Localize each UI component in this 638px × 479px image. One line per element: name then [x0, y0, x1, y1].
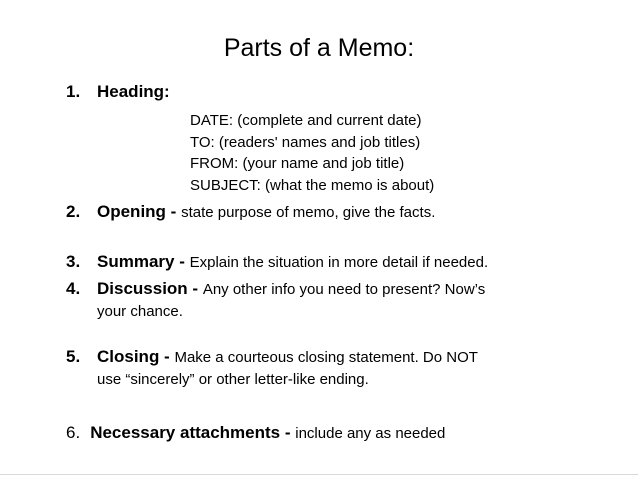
bottom-divider [0, 474, 638, 475]
item-number: 2. [66, 202, 81, 221]
item-label: Summary - [97, 252, 185, 271]
item-text: Explain the situation in more detail if needed. [189, 254, 489, 271]
slide-title: Parts of a Memo: [223, 34, 415, 62]
list-item-closing [66, 345, 478, 391]
item-label: Discussion - [97, 279, 199, 298]
item-continuation: your chance. [97, 303, 183, 320]
heading-detail-from: FROM: (your name and job title) [190, 155, 405, 172]
list-item-discussion [66, 277, 485, 323]
heading-detail-subject: SUBJECT: (what the memo is about) [190, 177, 435, 194]
item-label: Necessary attachments - [90, 423, 291, 442]
list-item-opening [66, 200, 435, 224]
item-text: include any as needed [295, 425, 446, 442]
item-text: Any other info you need to present? Now’s [202, 281, 486, 298]
item-label: Heading: [97, 82, 170, 101]
list-item-summary [66, 250, 488, 274]
item-text: state purpose of memo, give the facts. [181, 204, 436, 221]
list-item-heading [66, 80, 170, 103]
item-number: 6. [66, 423, 81, 442]
item-label: Opening - [97, 202, 177, 221]
item-text: Make a courteous closing statement. Do NOT [174, 349, 478, 366]
heading-detail-date: DATE: (complete and current date) [190, 112, 422, 129]
heading-detail-to: TO: (readers' names and job titles) [190, 134, 421, 151]
item-continuation: use “sincerely” or other letter-like ending. [97, 371, 369, 388]
item-number: 5. [66, 347, 81, 366]
item-number: 4. [66, 279, 81, 298]
item-label: Closing - [97, 347, 170, 366]
list-item-attachments [66, 421, 445, 445]
item-number: 3. [66, 252, 81, 271]
item-number: 1. [66, 82, 81, 101]
